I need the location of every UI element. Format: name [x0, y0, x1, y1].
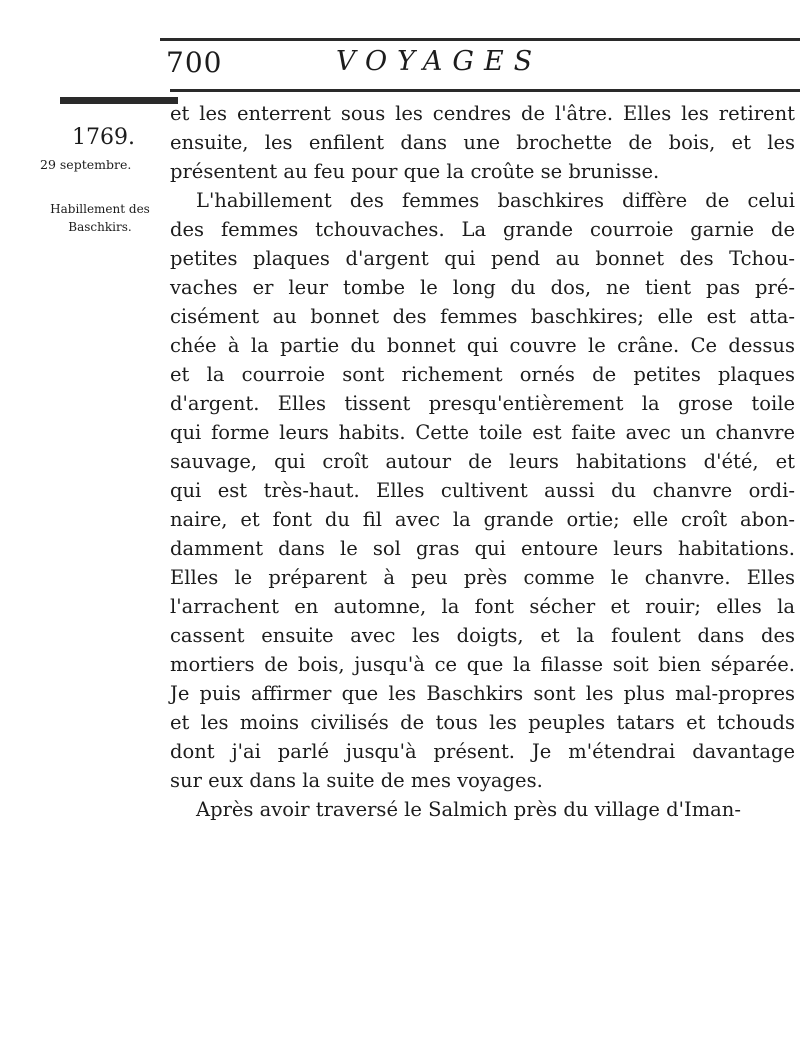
text-line: naire, et font du fil avec la grande ortie; elle croît abon-: [170, 508, 795, 531]
text-line: cisément au bonnet des femmes baschkires; elle est atta-: [170, 305, 795, 328]
text-line: l'arrachent en automne, la font sécher et rouir; elles la: [170, 595, 795, 618]
top-rule: [160, 38, 800, 41]
text-line: Je puis affirmer que les Baschkirs sont les plus mal-propres: [170, 682, 795, 705]
text-line: présentent au feu pour que la croûte se brunisse.: [170, 160, 660, 183]
text-line: chée à la partie du bonnet qui couvre le crâne. Ce dessus: [170, 334, 795, 357]
text-line: ensuite, les enfilent dans une brochette de bois, et les: [170, 131, 795, 154]
text-line: qui forme leurs habits. Cette toile est faite avec un chanvre: [170, 421, 795, 444]
text-line: petites plaques d'argent qui pend au bonnet des Tchou-: [170, 247, 795, 270]
text-line: et les moins civilisés de tous les peuples tatars et tchouds: [170, 711, 795, 734]
text-line: Après avoir traversé le Salmich près du village d'Iman-: [196, 798, 741, 821]
text-line: cassent ensuite avec les doigts, et la foulent dans des: [170, 624, 795, 647]
text-line: sur eux dans la suite de mes voyages.: [170, 769, 543, 792]
text-line: sauvage, qui croît autour de leurs habitations d'été, et: [170, 450, 795, 473]
header-rule: [170, 89, 800, 92]
text-line: des femmes tchouvaches. La grande courroie garnie de: [170, 218, 795, 241]
running-title: VOYAGES: [336, 46, 543, 77]
text-line: mortiers de bois, jusqu'à ce que la filasse soit bien séparée.: [170, 653, 795, 676]
text-line: et les enterrent sous les cendres de l'âtre. Elles les retirent: [170, 102, 795, 125]
page-number: 700: [166, 46, 223, 79]
body-text: [170, 99, 795, 824]
text-line: dont j'ai parlé jusqu'à présent. Je m'étendrai davantage: [170, 740, 795, 763]
margin-year: 1769.: [72, 125, 135, 150]
text-line: qui est très-haut. Elles cultivent aussi du chanvre ordi-: [170, 479, 795, 502]
margin-rule: [60, 97, 178, 104]
text-line: d'argent. Elles tissent presqu'entièrement la grose toile: [170, 392, 795, 415]
text-line: damment dans le sol gras qui entoure leurs habitations.: [170, 537, 795, 560]
text-line: L'habillement des femmes baschkires diffère de celui: [196, 189, 795, 212]
text-line: Elles le préparent à peu près comme le chanvre. Elles: [170, 566, 795, 589]
margin-date: 29 septembre.: [40, 157, 132, 172]
text-line: et la courroie sont richement ornés de petites plaques: [170, 363, 795, 386]
margin-note: Habillement des Baschkirs.: [50, 202, 150, 234]
text-line: vaches er leur tombe le long du dos, ne tient pas pré-: [170, 276, 795, 299]
